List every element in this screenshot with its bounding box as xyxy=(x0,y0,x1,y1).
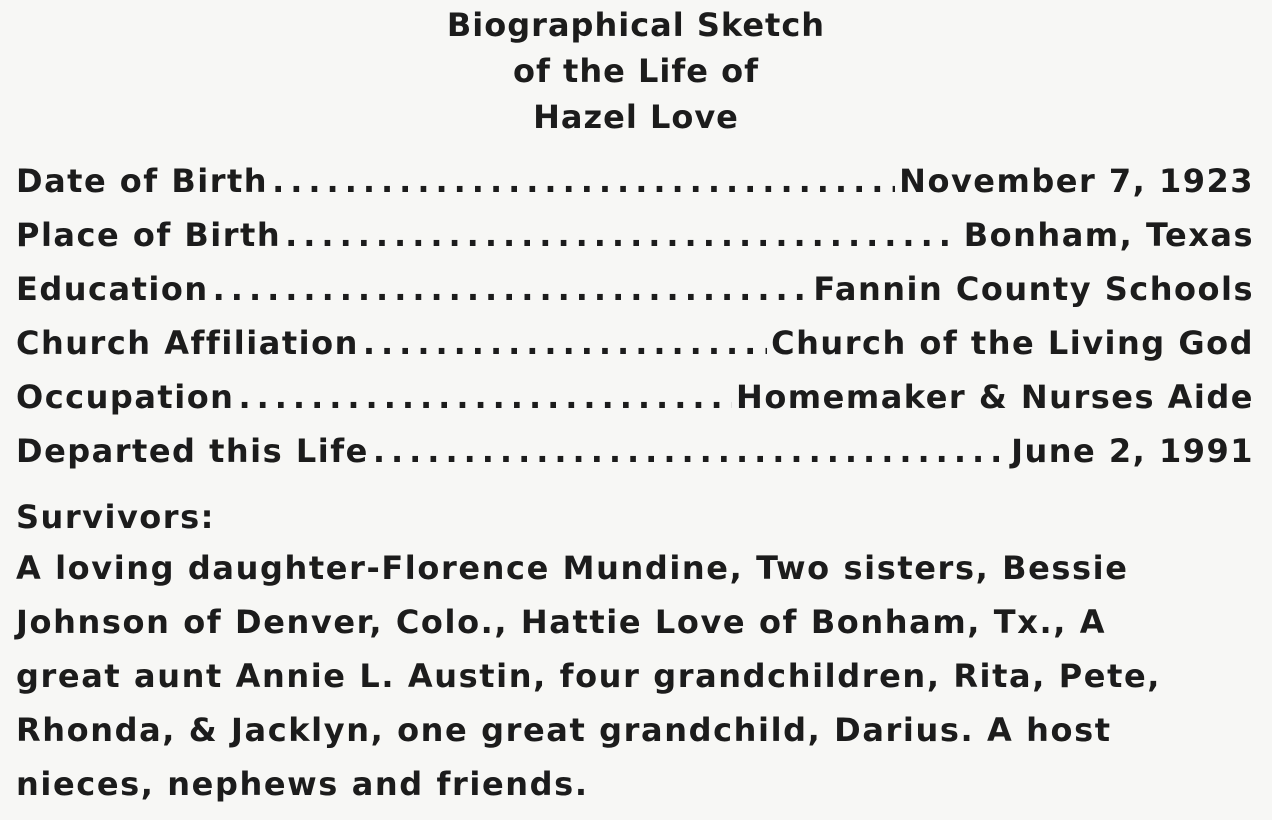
dot-leader xyxy=(238,378,732,416)
dot-leader xyxy=(285,216,960,254)
survivors-heading: Survivors: xyxy=(16,498,215,536)
dot-leader xyxy=(213,270,810,308)
survivors-line: Rhonda, & Jacklyn, one great grandchild, Darius. A host xyxy=(16,711,1112,749)
entry-date-of-birth xyxy=(16,162,1254,216)
entry-education xyxy=(16,270,1254,324)
entry-label: Date of Birth xyxy=(16,162,269,200)
entry-value: Church of the Living God xyxy=(771,324,1254,362)
entry-label: Education xyxy=(16,270,209,308)
entry-label: Occupation xyxy=(16,378,235,416)
survivors-line: nieces, nephews and friends. xyxy=(16,765,589,803)
entry-value: Fannin County Schools xyxy=(813,270,1254,308)
entry-place-of-birth xyxy=(16,216,1254,270)
entry-value: Homemaker & Nurses Aide xyxy=(736,378,1254,416)
dot-leader xyxy=(373,432,1007,470)
dot-leader xyxy=(363,324,767,362)
survivors-line: A loving daughter-Florence Mundine, Two sisters, Bessie xyxy=(16,549,1129,587)
biography-entries xyxy=(16,162,1254,486)
entry-value: November 7, 1923 xyxy=(899,162,1254,200)
entry-value: June 2, 1991 xyxy=(1011,432,1254,470)
survivors-line: Johnson of Denver, Colo., Hattie Love of Bonham, Tx., A xyxy=(16,603,1107,641)
title-line-3: Hazel Love xyxy=(533,98,739,136)
entry-occupation xyxy=(16,378,1254,432)
entry-church-affiliation xyxy=(16,324,1254,378)
entry-label: Departed this Life xyxy=(16,432,369,470)
entry-label: Church Affiliation xyxy=(16,324,359,362)
title-line-2: of the Life of xyxy=(513,52,759,90)
dot-leader xyxy=(272,162,895,200)
entry-value: Bonham, Texas xyxy=(963,216,1254,254)
entry-label: Place of Birth xyxy=(16,216,282,254)
title-line-1: Biographical Sketch xyxy=(446,6,826,44)
survivors-paragraph xyxy=(16,541,1256,811)
survivors-line: great aunt Annie L. Austin, four grandchildren, Rita, Pete, xyxy=(16,657,1162,695)
entry-departed-this-life xyxy=(16,432,1254,486)
page-title xyxy=(0,2,1272,140)
